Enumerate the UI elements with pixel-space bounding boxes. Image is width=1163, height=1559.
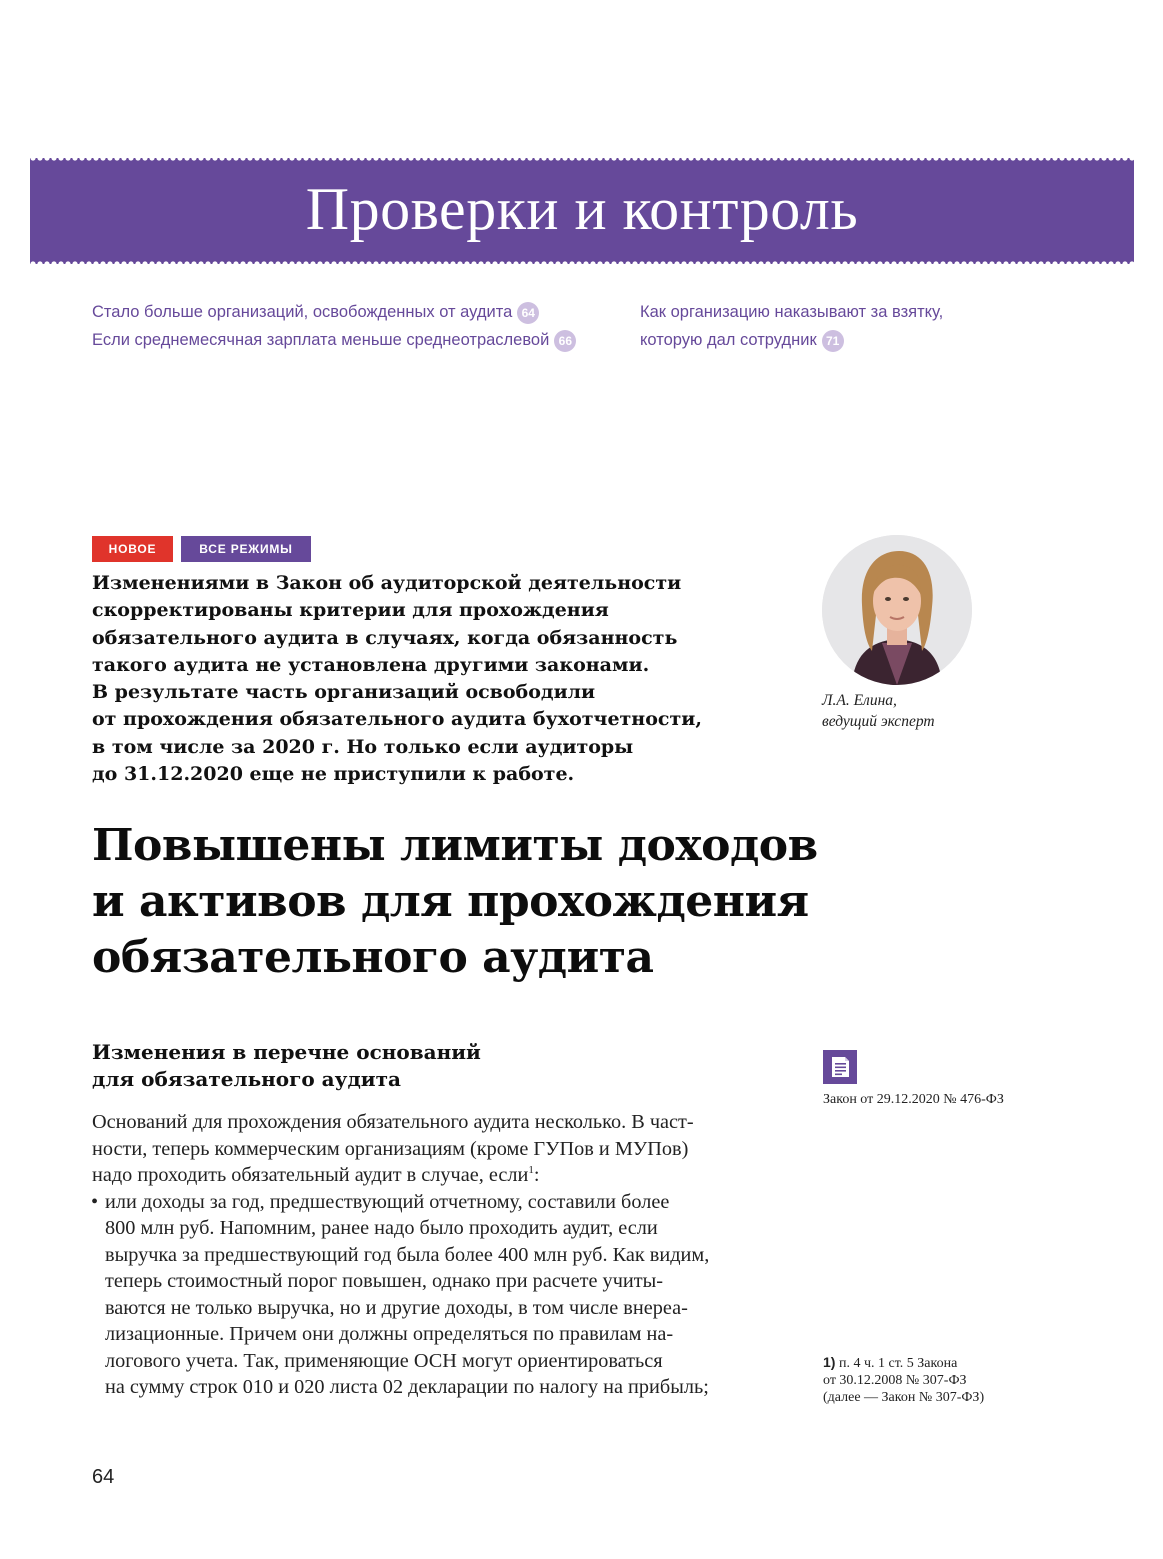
toc-item[interactable] [92, 301, 539, 324]
toc-item-text[interactable]: которую дал сотрудник [640, 331, 817, 349]
page-badge: 64 [517, 302, 539, 324]
expert-portrait [822, 535, 972, 685]
document-icon[interactable] [823, 1050, 857, 1084]
footnote-line: от 30.12.2008 № 307-ФЗ [823, 1373, 967, 1388]
page-badge: 71 [822, 330, 844, 352]
footnote-line [823, 1354, 984, 1372]
subheading-line: Изменения в перечне оснований [92, 1040, 481, 1064]
footnote-text: п. 4 ч. 1 ст. 5 Закона [835, 1356, 958, 1371]
expert-name: Л.А. Елина, [822, 692, 897, 709]
body-text [92, 1109, 782, 1401]
bullet-line: на сумму строк 010 и 020 листа 02 декларации по налогу на прибыль; [105, 1376, 709, 1398]
bullet-line: выручка за предшествующий год была более 400 млн руб. Как видим, [105, 1243, 710, 1266]
lead-line: Изменениями в Закон об аудиторской деятельности [92, 572, 682, 594]
page-number: 64 [92, 1466, 115, 1488]
section-title: Проверки и контроль [305, 176, 859, 242]
bullet-icon: • [91, 1190, 99, 1213]
lead-paragraph [92, 570, 782, 788]
bullet-line: логового учета. Так, применяющие ОСН могут ориентироваться [105, 1349, 663, 1372]
body-line [92, 1162, 782, 1189]
toc-item[interactable] [640, 301, 943, 323]
tag-all-regimes: ВСЕ РЕЖИМЫ [181, 536, 311, 562]
headline-line: обязательного аудита [92, 932, 654, 983]
expert-caption [822, 690, 935, 732]
portrait-image [822, 535, 972, 685]
body-line: Оснований для прохождения обязательного аудита несколько. В част- [92, 1111, 694, 1133]
headline-line: и активов для прохождения [92, 876, 809, 927]
lead-line: обязательного аудита в случаях, когда обязанность [92, 626, 678, 649]
body-line-text: надо проходить обязательный аудит в случае, если [92, 1164, 529, 1186]
toc-item[interactable] [92, 329, 576, 352]
footnote-line: (далее — Закон № 307-ФЗ) [823, 1390, 985, 1405]
toc-item-text[interactable]: Стало больше организаций, освобожденных от аудита [92, 303, 513, 321]
bullet-line: лизационные. Причем они должны определяться по правилам на- [105, 1323, 674, 1345]
subheading-line: для обязательного аудита [92, 1067, 401, 1091]
lead-line: такого аудита не установлена другими законами. [92, 653, 650, 676]
lead-line: в том числе за 2020 г. Но только если аудиторы [92, 735, 634, 758]
lead-line: скорректированы критерии для прохождения [92, 599, 609, 622]
toc-item-text[interactable]: Как организацию наказывают за взятку, [640, 303, 944, 321]
tag-new: НОВОЕ [92, 536, 173, 562]
article-headline [92, 818, 912, 986]
body-line: ности, теперь коммерческим организациям (кроме ГУПов и МУПов) [92, 1137, 689, 1160]
bullet-line: теперь стоимостный порог повышен, однако при расчете учиты- [105, 1270, 663, 1292]
bullet-item [92, 1189, 782, 1216]
toc-item[interactable] [640, 329, 844, 352]
bullet-line: ваются не только выручка, но и другие доходы, в том числе внереа- [105, 1296, 688, 1319]
body-line-end: : [533, 1164, 540, 1186]
expert-role: ведущий эксперт [822, 713, 935, 730]
page-badge: 66 [554, 330, 576, 352]
footnote-ref[interactable]: 1 [528, 1164, 534, 1177]
section-subheading [92, 1039, 481, 1093]
headline-line: Повышены лимиты доходов [92, 820, 818, 871]
footnote [823, 1354, 984, 1406]
bullet-line: или доходы за год, предшествующий отчетному, составили более [105, 1190, 670, 1213]
toc-item-text[interactable]: Если среднемесячная зарплата меньше среднеотраслевой [92, 331, 550, 349]
lead-line: В результате часть организаций освободили [92, 681, 596, 704]
law-reference[interactable]: Закон от 29.12.2020 № 476-ФЗ [823, 1092, 1004, 1107]
bullet-line: 800 млн руб. Напомним, ранее надо было проходить аудит, если [105, 1217, 658, 1239]
lead-line: до 31.12.2020 еще не приступили к работе. [92, 763, 575, 786]
lead-line: от прохождения обязательного аудита бухотчетности, [92, 708, 702, 731]
footnote-mark: 1) [823, 1354, 836, 1370]
section-banner [30, 158, 1134, 264]
